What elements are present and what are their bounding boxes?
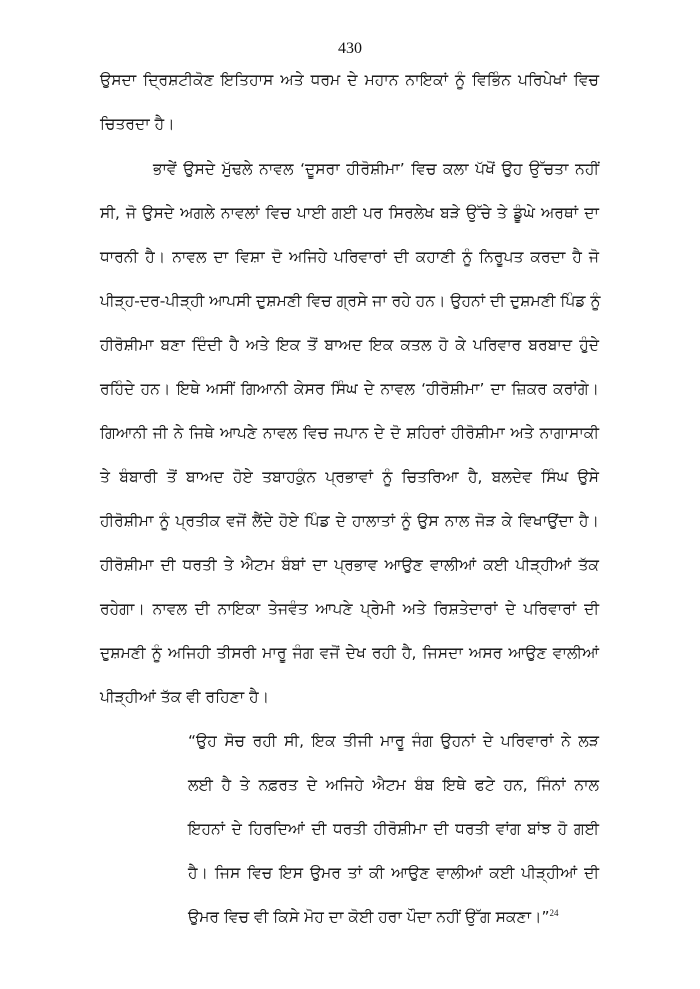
- text-line: ਚਿਤਰਦਾ ਹੈ।: [100, 115, 175, 133]
- quote-line: ਹੈ। ਜਿਸ ਵਿਚ ਇਸ ਉਮਰ ਤਾਂ ਕੀ ਆਉਣ ਵਾਲੀਆਂ ਕਈ ਪੀੜ੍ਹੀਆਂ ਦੀ: [188, 864, 599, 882]
- text-line: ਧਾਰਨੀ ਹੈ। ਨਾਵਲ ਦਾ ਵਿਸ਼ਾ ਦੋ ਅਜਿਹੇ ਪਰਿਵਾਰਾਂ ਦੀ ਕਹਾਣੀ ਨੂੰ ਨਿਰੂਪਤ ਕਰਦਾ ਹੈ ਜੋ: [100, 248, 599, 266]
- text-line: ਰਹੇਗਾ। ਨਾਵਲ ਦੀ ਨਾਇਕਾ ਤੇਜਵੰਤ ਆਪਣੇ ਪ੍ਰੇਮੀ ਅਤੇ ਰਿਸ਼ਤੇਦਾਰਾਂ ਦੇ ਪਰਿਵਾਰਾਂ ਦੀ: [100, 600, 599, 618]
- text-line: ਭਾਵੇਂ ਉਸਦੇ ਮੁੱਢਲੇ ਨਾਵਲ ‘ਦੂਸਰਾ ਹੀਰੋਸ਼ੀਮਾ’ ਵਿਚ ਕਲਾ ਪੱਖੋਂ ਉਹ ਉੱਚਤਾ ਨਹੀਂ: [153, 160, 599, 178]
- text-line: ਪੀੜ੍ਹੀਆਂ ਤੱਕ ਵੀ ਰਹਿਣਾ ਹੈ।: [100, 688, 270, 706]
- quote-line: ਲਈ ਹੈ ਤੇ ਨਫ਼ਰਤ ਦੇ ਅਜਿਹੇ ਐਟਮ ਬੰਬ ਇਥੇ ਫਟੇ ਹਨ, ਜਿੰਨਾਂ ਨਾਲ: [188, 776, 599, 794]
- text-line: ਰਹਿੰਦੇ ਹਨ। ਇਥੇ ਅਸੀਂ ਗਿਆਨੀ ਕੇਸਰ ਸਿੰਘ ਦੇ ਨਾਵਲ ‘ਹੀਰੋਸ਼ੀਮਾ’ ਦਾ ਜ਼ਿਕਰ ਕਰਾਂਗੇ।: [100, 380, 599, 398]
- text-line: ਸੀ, ਜੋ ਉਸਦੇ ਅਗਲੇ ਨਾਵਲਾਂ ਵਿਚ ਪਾਈ ਗਈ ਪਰ ਸਿਰਲੇਖ ਬੜੇ ਉੱਚੇ ਤੇ ਡੂੰਘੇ ਅਰਥਾਂ ਦਾ: [100, 204, 599, 222]
- quote-line: ਇਹਨਾਂ ਦੇ ਹਿਰਦਿਆਂ ਦੀ ਧਰਤੀ ਹੀਰੋਸ਼ੀਮਾ ਦੀ ਧਰਤੀ ਵਾਂਗ ਬਾਂਝ ਹੋ ਗਈ: [188, 820, 599, 838]
- text-line: ਦੁਸ਼ਮਣੀ ਨੂੰ ਅਜਿਹੀ ਤੀਸਰੀ ਮਾਰੂ ਜੰਗ ਵਜੋਂ ਦੇਖ ਰਹੀ ਹੈ, ਜਿਸਦਾ ਅਸਰ ਆਉਣ ਵਾਲੀਆਂ: [100, 644, 599, 662]
- page-number: 430: [338, 40, 362, 57]
- text-line: ਪੀੜ੍ਹ-ਦਰ-ਪੀੜ੍ਹੀ ਆਪਸੀ ਦੁਸ਼ਮਣੀ ਵਿਚ ਗ੍ਰਸੇ ਜਾ ਰਹੇ ਹਨ। ਉਹਨਾਂ ਦੀ ਦੁਸ਼ਮਣੀ ਪਿੰਡ ਨੂੰ: [100, 292, 601, 310]
- footnote-marker[interactable]: 24: [549, 907, 559, 918]
- quote-line-last: [188, 907, 599, 927]
- text-line: ਗਿਆਨੀ ਜੀ ਨੇ ਜਿਥੇ ਆਪਣੇ ਨਾਵਲ ਵਿਚ ਜਪਾਨ ਦੇ ਦੋ ਸ਼ਹਿਰਾਂ ਹੀਰੋਸ਼ੀਮਾ ਅਤੇ ਨਾਗਾਸਾਕੀ: [100, 424, 599, 442]
- text-line: ਹੀਰੋਸ਼ੀਮਾ ਦੀ ਧਰਤੀ ਤੇ ਐਟਮ ਬੰਬਾਂ ਦਾ ਪ੍ਰਭਾਵ ਆਉਣ ਵਾਲੀਆਂ ਕਈ ਪੀੜ੍ਹੀਆਂ ਤੱਕ: [100, 556, 599, 574]
- text-line: ਹੀਰੋਸ਼ੀਮਾ ਨੂੰ ਪ੍ਰਤੀਕ ਵਜੋਂ ਲੈਂਦੇ ਹੋਏ ਪਿੰਡ ਦੇ ਹਾਲਾਤਾਂ ਨੂੰ ਉਸ ਨਾਲ ਜੋੜ ਕੇ ਵਿਖਾਉਂਦਾ ਹੈ।: [100, 512, 599, 530]
- text-line: ਤੇ ਬੰਬਾਰੀ ਤੋਂ ਬਾਅਦ ਹੋਏ ਤਬਾਹਕੁੰਨ ਪ੍ਰਭਾਵਾਂ ਨੂੰ ਚਿਤਰਿਆ ਹੈ, ਬਲਦੇਵ ਸਿੰਘ ਉਸੇ: [100, 468, 599, 486]
- quote-text: ਉਮਰ ਵਿਚ ਵੀ ਕਿਸੇ ਮੋਹ ਦਾ ਕੋਈ ਹਰਾ ਪੌਦਾ ਨਹੀਂ ਉੱਗ ਸਕਣਾ।”: [188, 908, 550, 926]
- text-line: ਉਸਦਾ ਦ੍ਰਿਸ਼ਟੀਕੋਣ ਇਤਿਹਾਸ ਅਤੇ ਧਰਮ ਦੇ ਮਹਾਨ ਨਾਇਕਾਂ ਨੂੰ ਵਿਭਿੰਨ ਪਰਿਪੇਖਾਂ ਵਿਚ: [100, 71, 599, 89]
- quote-line: “ਉਹ ਸੋਚ ਰਹੀ ਸੀ, ਇਕ ਤੀਜੀ ਮਾਰੂ ਜੰਗ ਉਹਨਾਂ ਦੇ ਪਰਿਵਾਰਾਂ ਨੇ ਲੜ: [188, 732, 599, 750]
- text-line: ਹੀਰੋਸ਼ੀਮਾ ਬਣਾ ਦਿੰਦੀ ਹੈ ਅਤੇ ਇਕ ਤੋਂ ਬਾਅਦ ਇਕ ਕਤਲ ਹੋ ਕੇ ਪਰਿਵਾਰ ਬਰਬਾਦ ਹੁੰਦੇ: [100, 336, 599, 354]
